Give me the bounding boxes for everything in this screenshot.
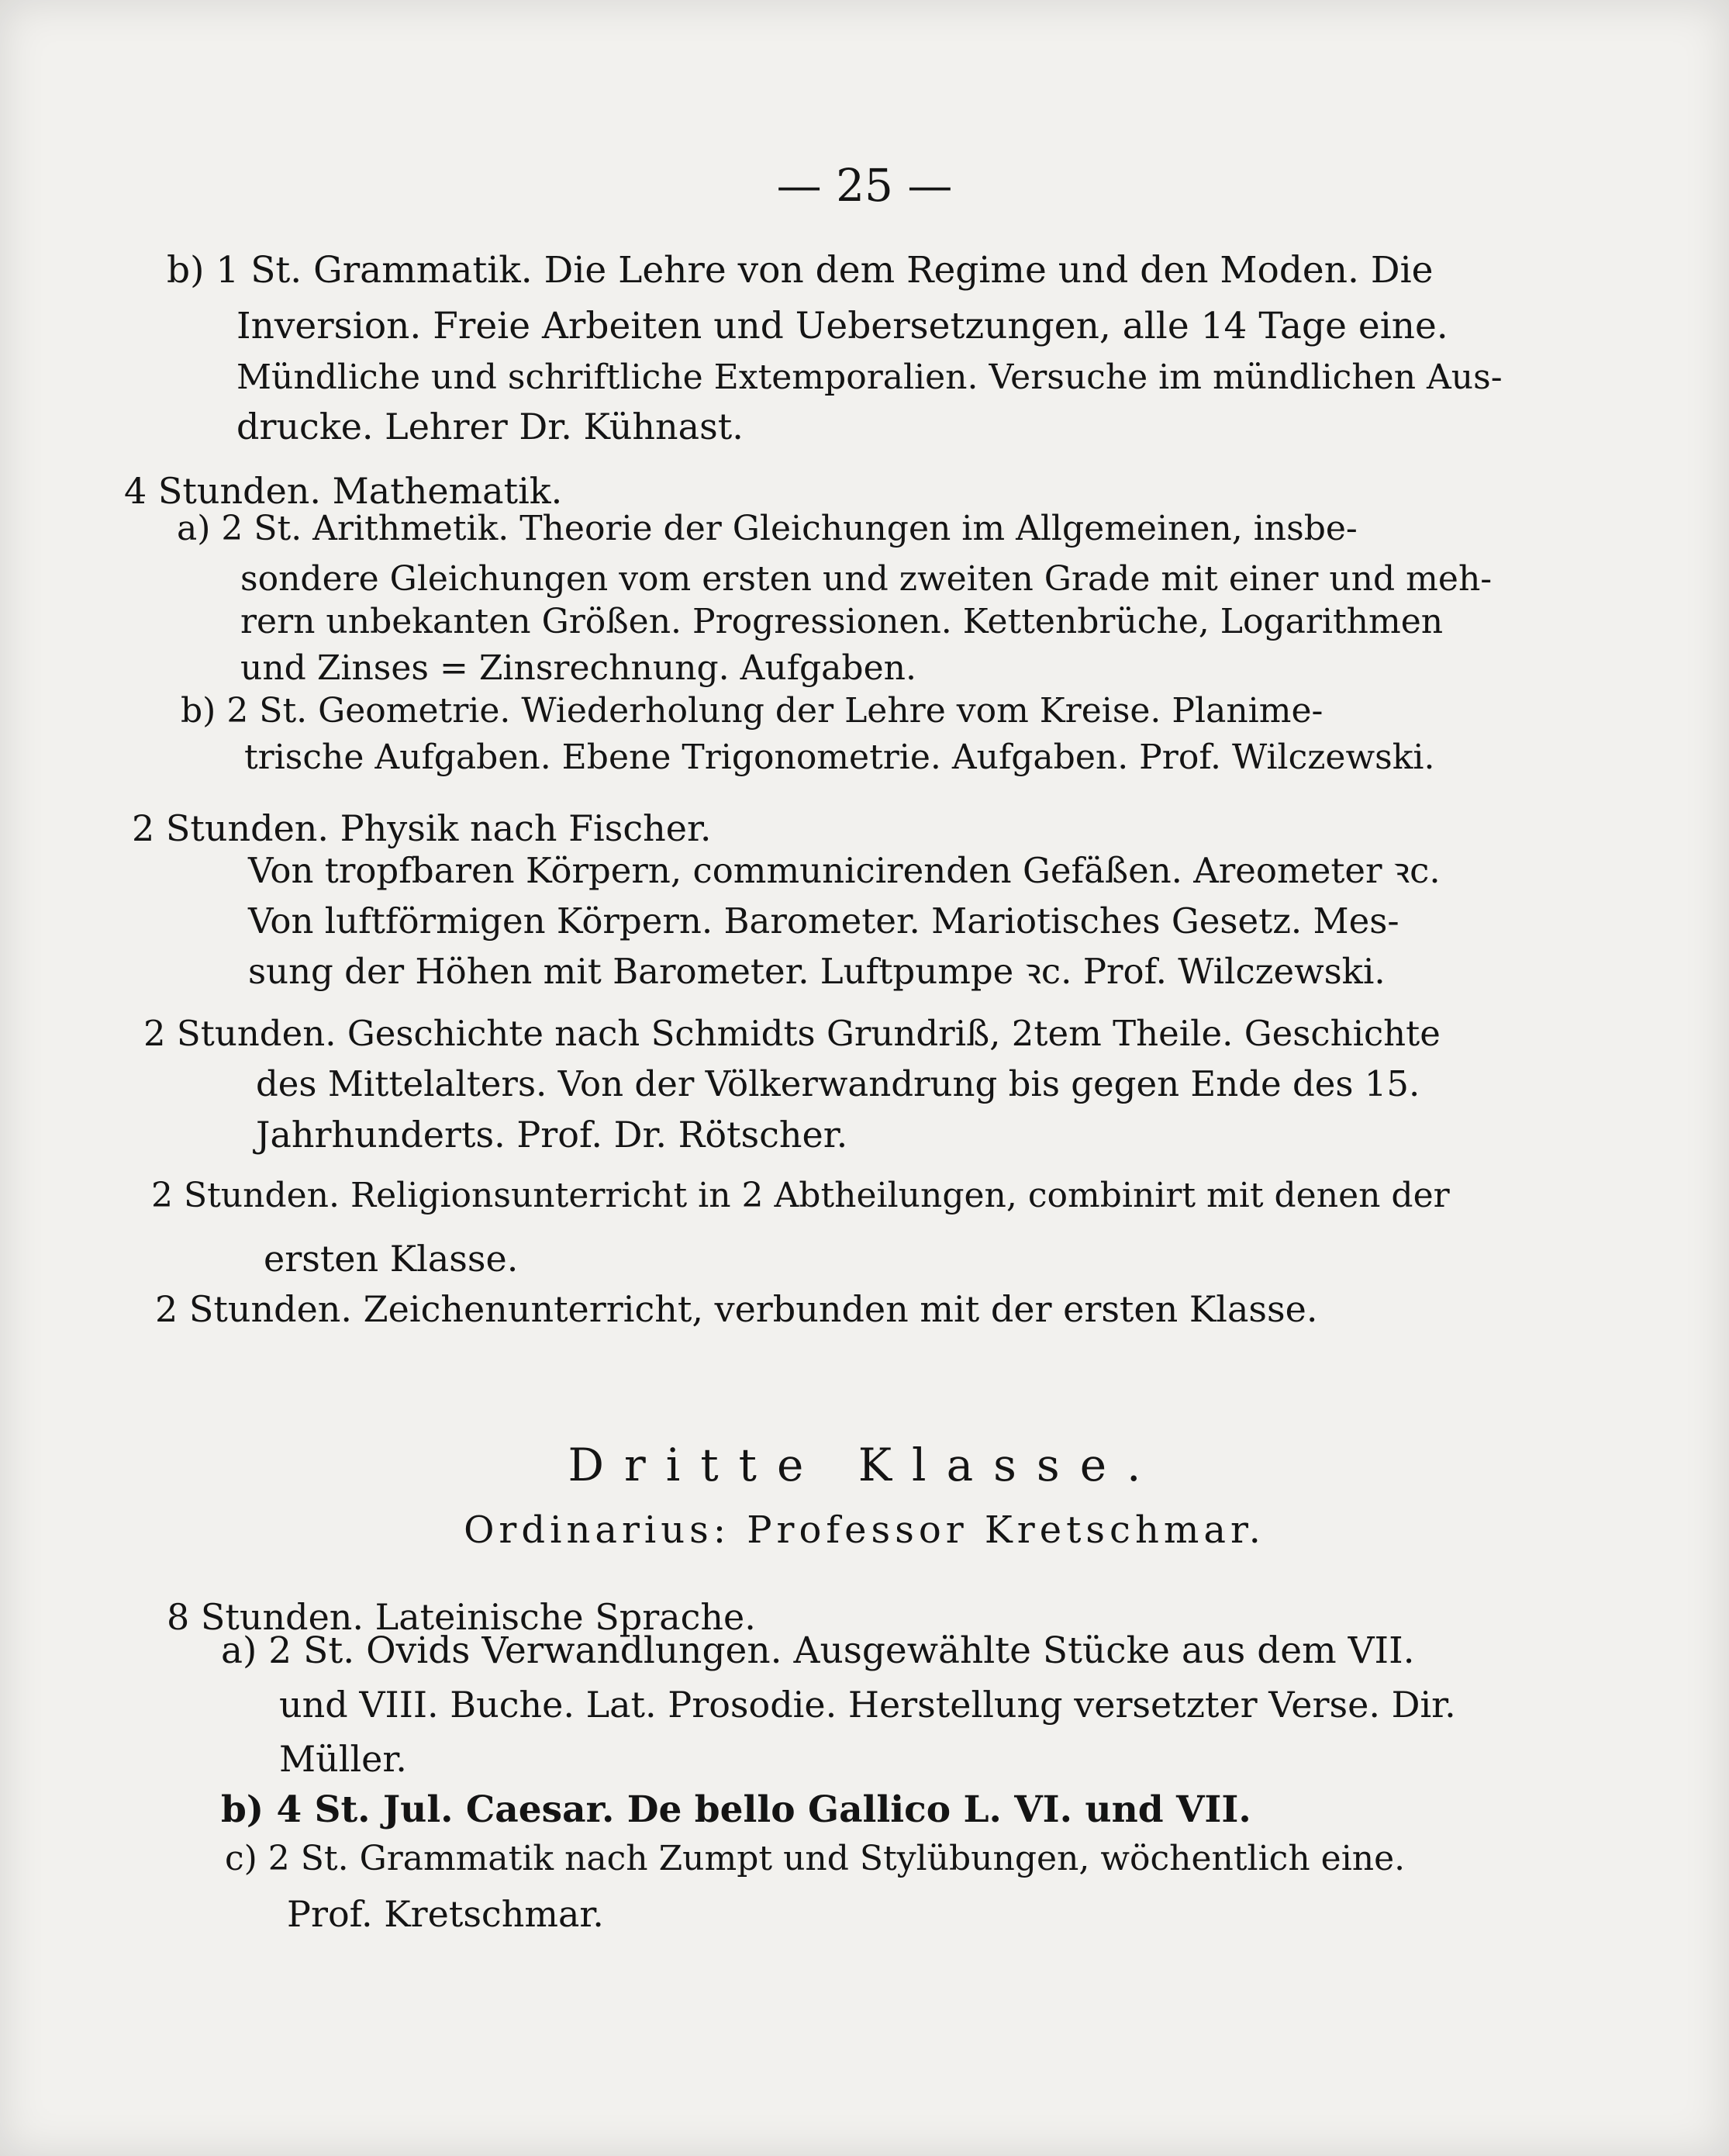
- text-line: c) 2 St. Grammatik nach Zumpt und Stylübungen, wöchentlich eine.: [225, 1839, 1406, 1878]
- text-line: 2 Stunden. Geschichte nach Schmidts Grundriß, 2tem Theile. Geschichte: [143, 1013, 1441, 1054]
- text-line: drucke. Lehrer Dr. Kühnast.: [236, 406, 744, 447]
- text-line: a) 2 St. Arithmetik. Theorie der Gleichungen im Allgemeinen, insbe-: [177, 509, 1358, 548]
- class-heading: Dritte Klasse.: [568, 1439, 1161, 1491]
- text-line: ersten Klasse.: [264, 1238, 519, 1280]
- text-line: Inversion. Freie Arbeiten und Uebersetzungen, alle 14 Tage eine.: [236, 305, 1448, 347]
- text-line: 4 Stunden. Mathematik.: [124, 470, 563, 512]
- text-line: und VIII. Buche. Lat. Prosodie. Herstellung versetzter Verse. Dir.: [279, 1684, 1456, 1726]
- text-line: Jahrhunderts. Prof. Dr. Rötscher.: [256, 1114, 848, 1156]
- text-line: Von tropfbaren Körpern, communicirenden Gefäßen. Areometer ꝛc.: [248, 850, 1441, 891]
- page-number: — 25 —: [776, 159, 953, 212]
- text-line: 2 Stunden. Zeichenunterricht, verbunden mit der ersten Klasse.: [155, 1288, 1318, 1330]
- text-line: 2 Stunden. Physik nach Fischer.: [132, 807, 712, 849]
- text-line: und Zinses = Zinsrechnung. Aufgaben.: [240, 648, 916, 688]
- text-line: Prof. Kretschmar.: [287, 1893, 604, 1935]
- text-line: des Mittelalters. Von der Völkerwandrung bis gegen Ende des 15.: [256, 1063, 1420, 1104]
- text-line: 2 Stunden. Religionsunterricht in 2 Abtheilungen, combinirt mit denen der: [151, 1176, 1450, 1215]
- text-line: b) 1 St. Grammatik. Die Lehre von dem Regime und den Moden. Die: [167, 249, 1434, 292]
- text-line: sung der Höhen mit Barometer. Luftpumpe ꝛc. Prof. Wilczewski.: [248, 951, 1386, 992]
- ordinarius-line: Ordinarius: Professor Kretschmar.: [464, 1508, 1265, 1552]
- text-line: sondere Gleichungen vom ersten und zweiten Grade mit einer und meh-: [240, 559, 1493, 599]
- text-line: b) 4 St. Jul. Caesar. De bello Gallico L. VI. und VII.: [221, 1788, 1251, 1831]
- text-line: 8 Stunden. Lateinische Sprache.: [167, 1596, 756, 1638]
- text-line: b) 2 St. Geometrie. Wiederholung der Lehre vom Kreise. Planime-: [181, 691, 1323, 731]
- text-line: a) 2 St. Ovids Verwandlungen. Ausgewählte Stücke aus dem VII.: [221, 1629, 1415, 1672]
- text-line: Mündliche und schriftliche Extemporalien. Versuche im mündlichen Aus-: [236, 358, 1503, 397]
- text-line: trische Aufgaben. Ebene Trigonometrie. Aufgaben. Prof. Wilczewski.: [244, 738, 1435, 777]
- text-line: rern unbekanten Größen. Progressionen. Kettenbrüche, Logarithmen: [240, 602, 1444, 641]
- text-line: Müller.: [279, 1738, 407, 1780]
- text-line: Von luftförmigen Körpern. Barometer. Mariotisches Gesetz. Mes-: [248, 900, 1399, 942]
